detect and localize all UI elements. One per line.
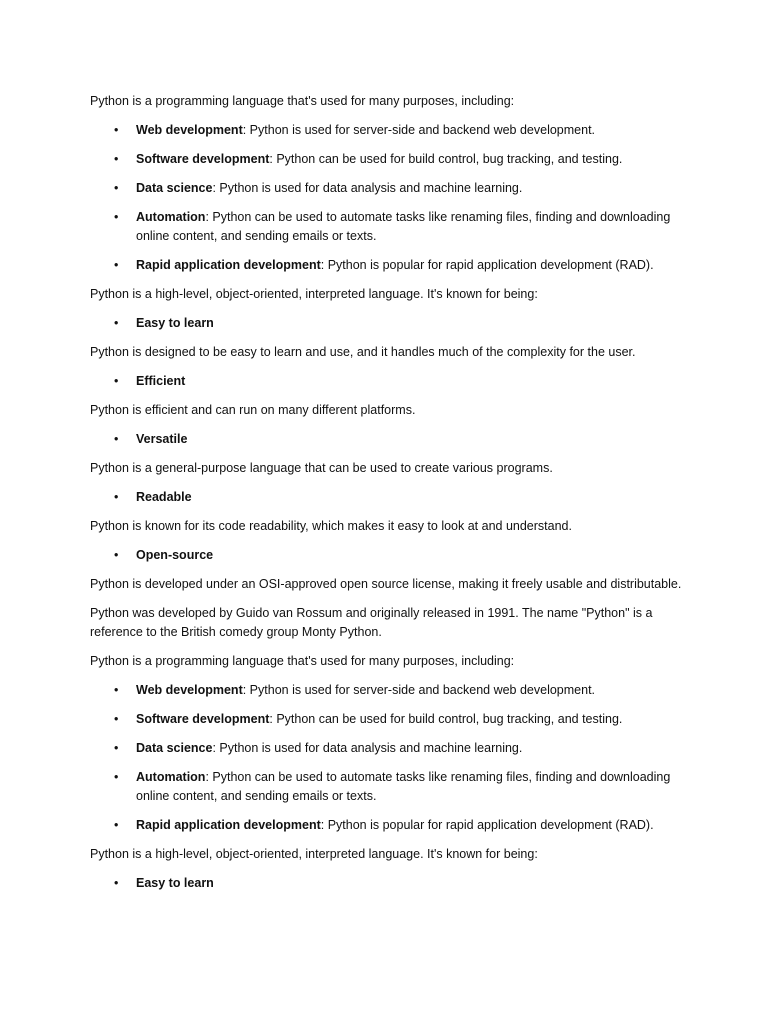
list-item-term: Data science — [136, 741, 213, 755]
list-item — [90, 768, 690, 806]
bullet-icon: • — [114, 374, 119, 388]
list-item-term: Web development — [136, 683, 243, 697]
list-item-term: Automation — [136, 770, 206, 784]
list-item — [90, 710, 690, 729]
trait-list — [90, 372, 690, 391]
trait-list — [90, 430, 690, 449]
list-item-desc: : Python can be used for build control, bug tracking, and testing. — [269, 712, 623, 726]
list-item-desc: : Python can be used for build control, bug tracking, and testing. — [269, 152, 623, 166]
bullet-icon: • — [114, 683, 119, 697]
trait-list — [90, 546, 690, 565]
trait-item — [90, 488, 690, 507]
trait-term: Easy to learn — [136, 316, 214, 330]
bullet-icon: • — [114, 432, 119, 446]
trait-paragraph: Python is efficient and can run on many different platforms. — [90, 403, 416, 417]
list-item — [90, 816, 690, 835]
bullet-icon: • — [114, 712, 119, 726]
list-item-desc: : Python is used for server-side and backend web development. — [242, 123, 596, 137]
trait-term: Versatile — [136, 432, 188, 446]
list-item-desc: : Python is used for data analysis and machine learning. — [212, 181, 523, 195]
list-item — [90, 150, 690, 169]
bullet-icon: • — [114, 490, 119, 504]
list-item-desc: : Python is used for server-side and backend web development. — [242, 683, 596, 697]
bullet-icon: • — [114, 818, 119, 832]
list-item-term: Software development — [136, 152, 270, 166]
bullet-icon: • — [114, 548, 119, 562]
trait-paragraph: Python is developed under an OSI-approved open source license, making it freely usable and distributable. — [90, 577, 682, 591]
trait-item — [90, 874, 690, 893]
bullet-icon: • — [114, 258, 119, 272]
list-item — [90, 256, 690, 275]
trait-paragraph: Python is known for its code readability, which makes it easy to look at and understand. — [90, 519, 572, 533]
list-item-term: Data science — [136, 181, 213, 195]
bullet-icon: • — [114, 123, 119, 137]
trait-item — [90, 430, 690, 449]
bullet-icon: • — [114, 210, 119, 224]
bullet-icon: • — [114, 770, 119, 784]
list-item — [90, 681, 690, 700]
trait-item — [90, 372, 690, 391]
trait-list — [90, 488, 690, 507]
list-item-desc: : Python is popular for rapid application development (RAD). — [320, 258, 654, 272]
list-item-desc: : Python can be used to automate tasks like renaming files, finding and downloading online content, and sending emails or texts. — [136, 210, 671, 243]
bullet-icon: • — [114, 152, 119, 166]
traits-intro-paragraph: Python is a high-level, object-oriented, interpreted language. It's known for being: — [90, 287, 538, 301]
list-item-term: Rapid application development — [136, 258, 321, 272]
trait-item — [90, 314, 690, 333]
list-item — [90, 739, 690, 758]
uses-list — [90, 121, 690, 275]
trait-list — [90, 314, 690, 333]
list-item — [90, 179, 690, 198]
trait-paragraph: Python is designed to be easy to learn and use, and it handles much of the complexity for the user. — [90, 345, 636, 359]
list-item-term: Automation — [136, 210, 206, 224]
list-item-term: Rapid application development — [136, 818, 321, 832]
intro-paragraph: Python is a programming language that's used for many purposes, including: — [90, 654, 515, 668]
list-item-desc: : Python is used for data analysis and machine learning. — [212, 741, 523, 755]
list-item-term: Web development — [136, 123, 243, 137]
history-paragraph: Python was developed by Guido van Rossum and originally released in 1991. The name "Python" is a reference to the British comedy group Monty Python. — [90, 606, 653, 639]
bullet-icon: • — [114, 181, 119, 195]
list-item-term: Software development — [136, 712, 270, 726]
trait-term: Readable — [136, 490, 192, 504]
list-item — [90, 208, 690, 246]
list-item-desc: : Python can be used to automate tasks like renaming files, finding and downloading online content, and sending emails or texts. — [136, 770, 671, 803]
trait-paragraph: Python is a general-purpose language that can be used to create various programs. — [90, 461, 553, 475]
trait-item — [90, 546, 690, 565]
trait-term: Easy to learn — [136, 876, 214, 890]
traits-intro-paragraph: Python is a high-level, object-oriented, interpreted language. It's known for being: — [90, 847, 538, 861]
trait-term: Open-source — [136, 548, 214, 562]
bullet-icon: • — [114, 741, 119, 755]
uses-list — [90, 681, 690, 835]
bullet-icon: • — [114, 876, 119, 890]
list-item — [90, 121, 690, 140]
intro-paragraph: Python is a programming language that's used for many purposes, including: — [90, 94, 515, 108]
bullet-icon: • — [114, 316, 119, 330]
trait-term: Efficient — [136, 374, 186, 388]
document-body — [90, 92, 690, 903]
list-item-desc: : Python is popular for rapid application development (RAD). — [320, 818, 654, 832]
trait-list — [90, 874, 690, 893]
